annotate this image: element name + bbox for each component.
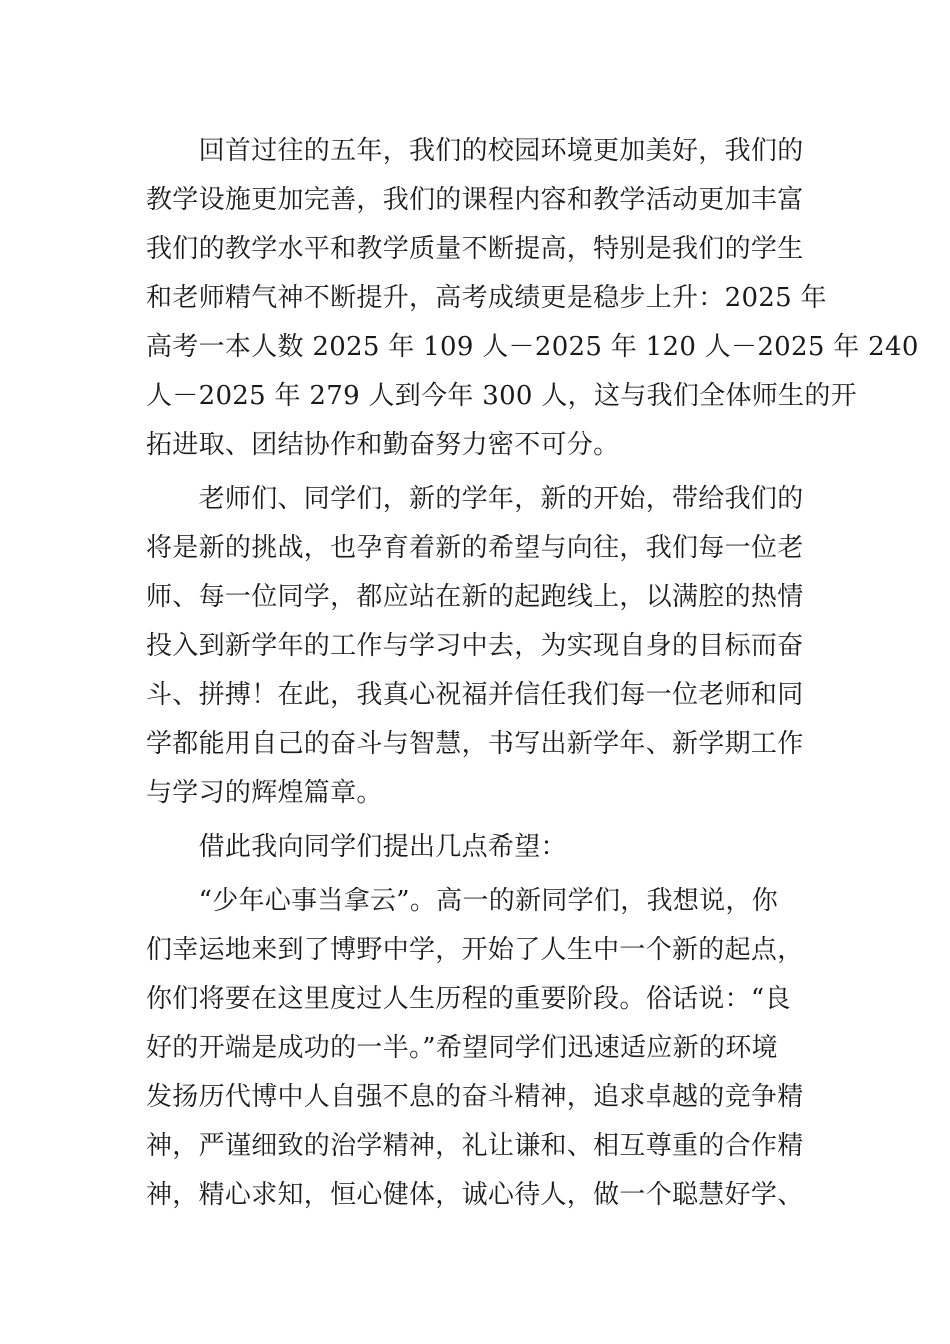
text-line: 你们将要在这里度过人生历程的重要阶段。俗话说：“良 [146, 984, 791, 1014]
text-line: 斗、拼搏！在此，我真心祝福并信任我们每一位老师和同 [146, 680, 804, 710]
text-line: 我们的教学水平和教学质量不断提高，特别是我们的学生 [146, 234, 804, 264]
text-line: 回首过往的五年，我们的校园环境更加美好，我们的 [146, 136, 804, 166]
text-line: 借此我向同学们提出几点希望： [146, 832, 567, 862]
text-line: 教学设施更加完善，我们的课程内容和教学活动更加丰富 [146, 185, 804, 215]
text-line: 学都能用自己的奋斗与智慧，书写出新学年、新学期工作 [146, 729, 804, 759]
text-line: 们幸运地来到了博野中学，开始了人生中一个新的起点， [146, 935, 804, 965]
text-line: 高考一本人数 2025 年 109 人－2025 年 120 人－2025 年 240 [146, 332, 919, 362]
paragraph-1 [146, 127, 919, 470]
text-line: 拓进取、团结协作和勤奋努力密不可分。 [146, 430, 620, 460]
text-line: 神，精心求知，恒心健体，诚心待人，做一个聪慧好学、 [146, 1180, 804, 1210]
paragraph-2 [146, 475, 810, 818]
text-line: 与学习的辉煌篇章。 [146, 778, 383, 808]
text-line: 和老师精气神不断提升，高考成绩更是稳步上升：2025 年 [146, 283, 827, 313]
text-line: 将是新的挑战，也孕育着新的希望与向往，我们每一位老 [146, 533, 804, 563]
text-line: 投入到新学年的工作与学习中去，为实现自身的目标而奋 [146, 631, 804, 661]
text-line: 师、每一位同学，都应站在新的起跑线上，以满腔的热情 [146, 582, 804, 612]
text-line: 老师们、同学们，新的学年，新的开始，带给我们的 [146, 484, 804, 514]
document-body [146, 127, 919, 1220]
text-line: 发扬历代博中人自强不息的奋斗精神，追求卓越的竞争精 [146, 1082, 804, 1112]
text-line: 人－2025 年 279 人到今年 300 人，这与我们全体师生的开 [146, 381, 857, 411]
text-line: “少年心事当拿云”。高一的新同学们，我想说，你 [146, 886, 779, 916]
paragraph-3 [146, 823, 810, 872]
text-line: 神，严谨细致的治学精神，礼让谦和、相互尊重的合作精 [146, 1131, 804, 1161]
text-line: 好的开端是成功的一半。”希望同学们迅速适应新的环境 [146, 1033, 778, 1063]
paragraph-4 [146, 877, 810, 1220]
